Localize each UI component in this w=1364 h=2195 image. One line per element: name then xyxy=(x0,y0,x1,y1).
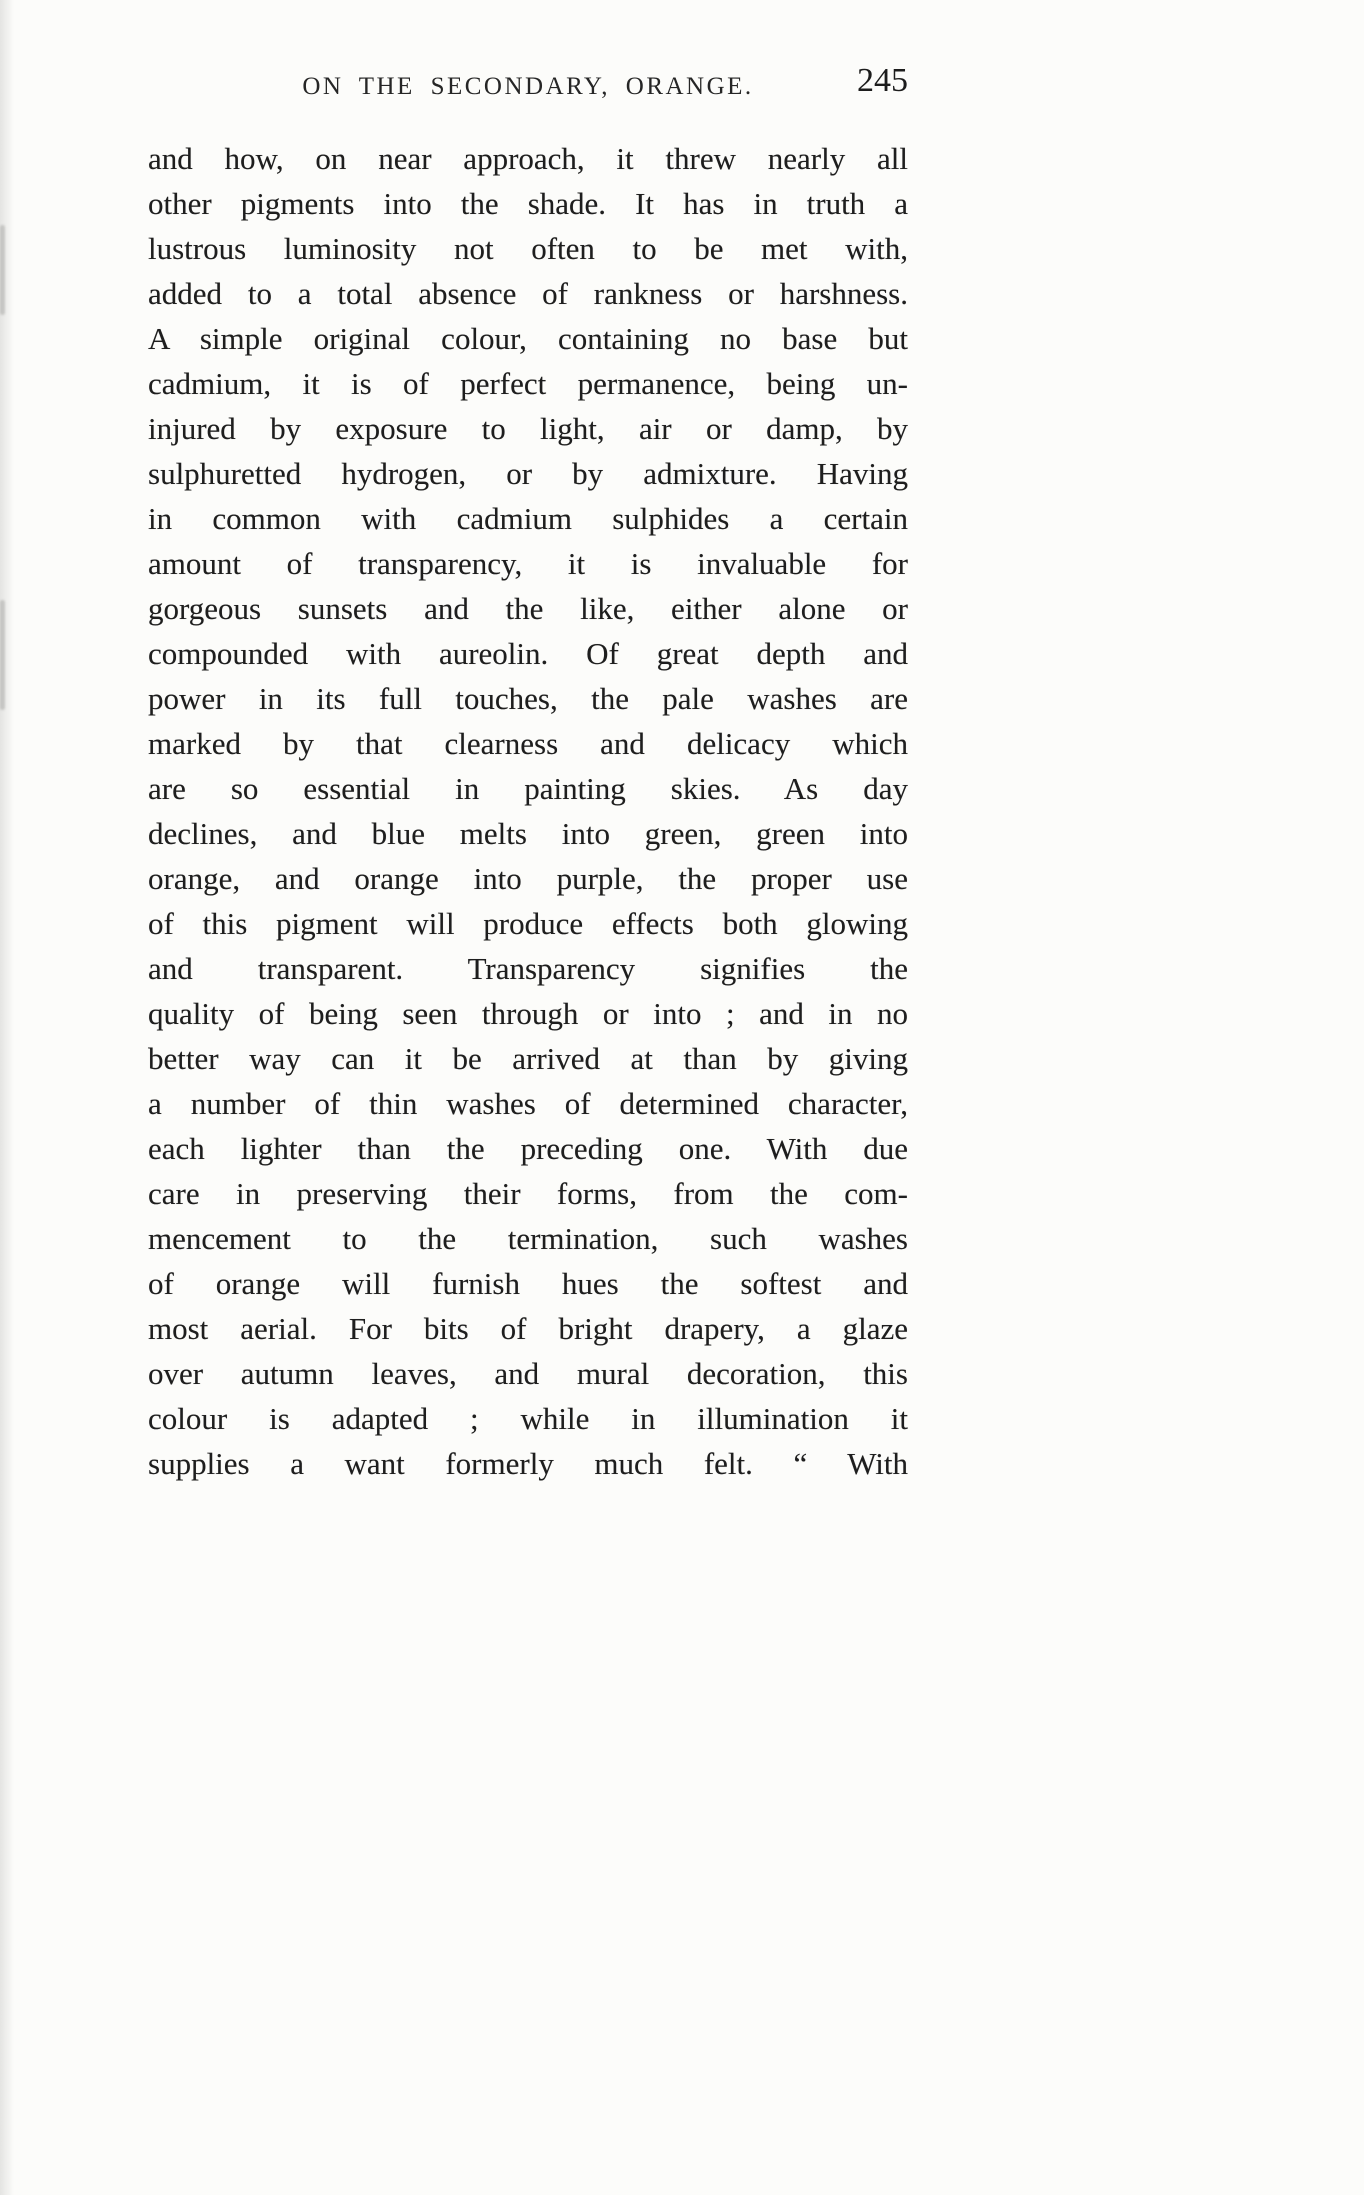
text-line: gorgeous sunsets and the like, either alone or xyxy=(148,591,908,626)
text-line: and how, on near approach, it threw nearly all xyxy=(148,141,908,176)
text-line: orange, and orange into purple, the proper use xyxy=(148,861,908,896)
page-content xyxy=(148,64,908,1486)
scan-edge-shadow xyxy=(0,0,14,2195)
text-line: compounded with aureolin. Of great depth and xyxy=(148,636,908,671)
text-line: of orange will furnish hues the softest and xyxy=(148,1266,908,1301)
text-line: power in its full touches, the pale washes are xyxy=(148,681,908,716)
text-line: cadmium, it is of perfect permanence, being un- xyxy=(148,366,908,401)
body-text xyxy=(148,136,908,1486)
running-title: ON THE SECONDARY, ORANGE. xyxy=(302,73,754,100)
text-line: injured by exposure to light, air or damp, by xyxy=(148,411,908,446)
text-line: of this pigment will produce effects both glowing xyxy=(148,906,908,941)
text-line: other pigments into the shade. It has in truth a xyxy=(148,186,908,221)
text-line: added to a total absence of rankness or harshness. xyxy=(148,276,908,311)
page-number: 245 xyxy=(857,62,908,99)
text-line: mencement to the termination, such washes xyxy=(148,1221,908,1256)
text-line: supplies a want formerly much felt. “ With xyxy=(148,1446,908,1481)
text-line: quality of being seen through or into ; and in no xyxy=(148,996,908,1031)
text-line: lustrous luminosity not often to be met with, xyxy=(148,231,908,266)
page-header xyxy=(148,64,908,128)
text-line: declines, and blue melts into green, green into xyxy=(148,816,908,851)
text-line: better way can it be arrived at than by giving xyxy=(148,1041,908,1076)
text-line: a number of thin washes of determined character, xyxy=(148,1086,908,1121)
text-line: are so essential in painting skies. As day xyxy=(148,771,908,806)
text-line: most aerial. For bits of bright drapery, a glaze xyxy=(148,1311,908,1346)
text-line: over autumn leaves, and mural decoration, this xyxy=(148,1356,908,1391)
text-line: and transparent. Transparency signifies the xyxy=(148,951,908,986)
scan-artifact xyxy=(0,225,5,315)
text-line: A simple original colour, containing no base but xyxy=(148,321,908,356)
scan-artifact xyxy=(0,600,5,710)
text-line: care in preserving their forms, from the com- xyxy=(148,1176,908,1211)
text-line: sulphuretted hydrogen, or by admixture. Having xyxy=(148,456,908,491)
text-line: in common with cadmium sulphides a certain xyxy=(148,501,908,536)
text-line: colour is adapted ; while in illumination it xyxy=(148,1401,908,1436)
text-line: amount of transparency, it is invaluable for xyxy=(148,546,908,581)
text-line: each lighter than the preceding one. With due xyxy=(148,1131,908,1166)
text-line: marked by that clearness and delicacy which xyxy=(148,726,908,761)
